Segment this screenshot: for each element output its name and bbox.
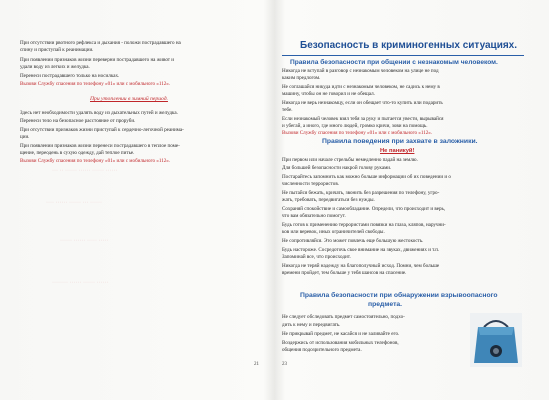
emergency-call-line: Вызови Службу спасения по телефону «01» или с мобильного «112». — [282, 130, 433, 136]
title-divider — [282, 55, 524, 56]
body-line: При появлении признаков жизни переверни пострадавшего на живот и — [20, 57, 175, 63]
body-line: При появлении признаков жизни перенеси пострадавшего в теплое поме- — [20, 143, 180, 149]
body-line: каким предлогом. — [282, 75, 321, 81]
section-title-explosives: Правила безопасности при обнаружении взрывоопасного — [300, 292, 498, 299]
page-number: 21 — [254, 362, 259, 367]
body-line: Если незнакомый человек взял тебя за руку и пытается увести, вырывайся — [282, 116, 444, 122]
body-line: Никогда не вступай в разговор с незнакомым человеком на улице не под — [282, 68, 439, 74]
body-line: ции. — [20, 134, 30, 140]
body-line: Перенеси тело на безопасное расстояние от проруби. — [20, 118, 136, 124]
body-line: Не прикрывай предмет, не касайся и не заливайте его. — [282, 331, 400, 337]
bleed-through-text: ···· ······ ······ ··· ······ — [46, 200, 102, 206]
body-line: общения подозрительного предмета. — [282, 347, 362, 353]
body-line: щение, переодень в сухую одежду, дай теплое питье. — [20, 150, 135, 156]
section-title-explosives-cont: предмета. — [368, 301, 403, 308]
body-line: Запоминай все, что происходит. — [282, 254, 351, 260]
body-line: Постарайтесь запомнить как можно больше информации об их поведении и о — [282, 174, 451, 180]
section-title-strangers: Правила безопасности при общении с незнакомым человеком. — [290, 59, 498, 66]
body-line: времени пройдет, тем больше у тебя шансов на спасение. — [282, 270, 407, 276]
page-number: 23 — [282, 362, 287, 367]
page-title: Безопасность в криминогенных ситуациях. — [300, 40, 518, 51]
body-line: Никогда не теряй надежду на благополучный исход. Помни, чем больше — [282, 263, 440, 269]
body-line: жать, требовать, передвигаться без нужды. — [282, 197, 375, 203]
body-line: численности террористов. — [282, 181, 340, 187]
body-line: ков или веревок, иных ограничителей свободы. — [282, 229, 385, 235]
body-line: Не соглашайся никуда идти с незнакомым человеком, не садись к нему в — [282, 84, 440, 90]
suspicious-bag-icon — [470, 313, 522, 367]
body-line: Не следует обследовать предмет самостоятельно, подхо- — [282, 314, 405, 320]
body-line: машину, чтобы он не говорил и не обещал. — [282, 91, 375, 97]
body-line: Будь настороже. Сосредоточь свое внимание на звуках, движениях и т.п. — [282, 247, 440, 253]
body-line: спину и приступай к реанимации. — [20, 47, 94, 53]
body-line: Будь готов к применению террористами повязки на глаза, кляпов, наручни- — [282, 222, 446, 228]
body-line: При отсутствии признаков жизни приступай к сердечно-легочной реанима- — [20, 127, 184, 133]
body-line: что вам обязательно помогут. — [282, 213, 346, 219]
emergency-call-line: Вызови Службу спасения по телефону «01» или с мобильного «112». — [20, 81, 171, 87]
emergency-call-line: Вызови Службу спасения по телефону «01» или с мобильного «112». — [20, 158, 171, 164]
body-line: Здесь нет необходимости удалять воду из дыхательных путей и желудка. — [20, 110, 178, 116]
section-title-hostage: Правила поведения при захвате в заложники. — [322, 138, 478, 145]
body-line: Для большей безопасности накрой голову руками. — [282, 165, 392, 171]
subheading-winter: При утоплении в зимний период. — [90, 96, 168, 102]
body-line: Не пытайся бежать, кричать, звонить без разрешения по телефону, угро- — [282, 190, 440, 196]
body-line: При первом или начале стрельбы немедленно падай на землю. — [282, 157, 418, 163]
bleed-through-text: ········ ······ ······ ······ — [52, 280, 109, 286]
body-line: дить к нему и передвигать. — [282, 322, 341, 328]
bleed-through-text: ······ ······ ····· ····· — [60, 238, 109, 244]
body-line: Никогда не верь незнакомцу, если он обещает что-то купить или подарить — [282, 100, 443, 106]
body-line: При отсутствии рвотного рефлекса и дыхания - положи пострадавшего на — [20, 40, 181, 46]
body-line: и убегай, а иного, где много людей, громко кричи, зови на помощь. — [282, 123, 428, 129]
body-line: Не сопротивляйся. Это может повлечь еще большую жестокость. — [282, 238, 424, 244]
bleed-through-text: ··· ·· ······ ······ ······ ······ — [52, 168, 118, 174]
body-line: Воздержись от использования мобильных телефонов, — [282, 340, 399, 346]
body-line: Перенеси пострадавшего только на носилках. — [20, 73, 120, 79]
body-line: удали воду из легких и желудка. — [20, 64, 90, 70]
section-subtitle-no-panic: Не паникуй! — [380, 148, 415, 154]
body-line: тебе. — [282, 107, 293, 113]
body-line: Сохраняй спокойствие и самообладание. Определи, что происходит и верь, — [282, 206, 446, 212]
